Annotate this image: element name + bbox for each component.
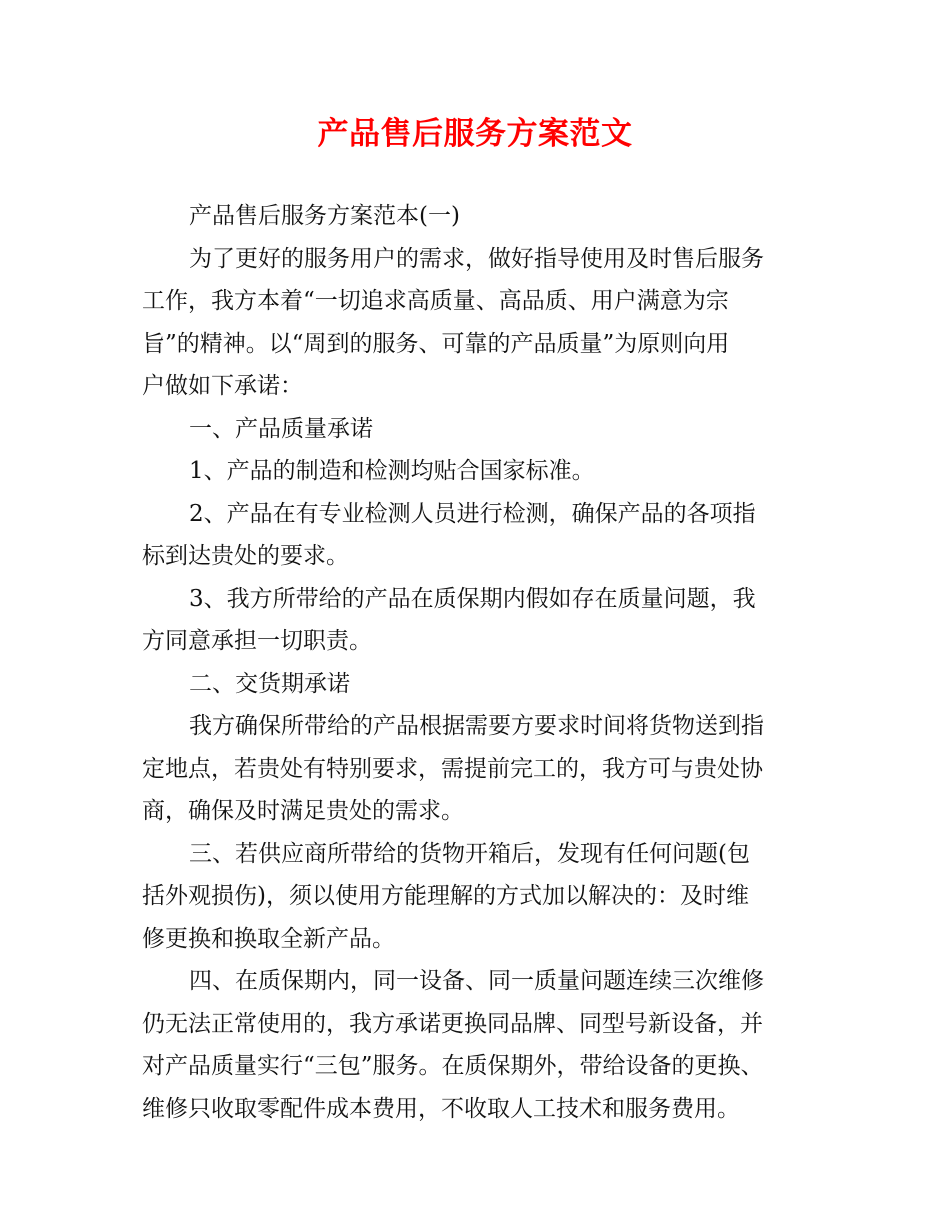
text-line: 四、在质保期内，同一设备、同一质量问题连续三次维修: [189, 968, 764, 994]
text-line: 产品售后服务方案范本(一): [189, 203, 460, 229]
text-line: 2、产品在有专业检测人员进行检测，确保产品的各项指: [189, 500, 756, 527]
text-line: 括外观损伤)，须以使用方能理解的方式加以解决的：及时维: [142, 883, 749, 909]
text-line: 定地点，若贵处有特别要求，需提前完工的，我方可与贵处协: [142, 755, 763, 782]
text-line: 三、若供应商所带给的货物开箱后，发现有任何问题(包: [189, 840, 750, 867]
text-line: 维修只收取零配件成本费用，不收取人工技术和服务费用。: [142, 1095, 740, 1122]
text-line: 我方确保所带给的产品根据需要方要求时间将货物送到指: [189, 713, 764, 739]
text-line: 修更换和换取全新产品。: [142, 925, 395, 952]
text-line: 商，确保及时满足贵处的需求。: [142, 798, 464, 824]
text-line: 标到达贵处的要求。: [142, 543, 349, 569]
document-title: 产品售后服务方案范文: [317, 116, 633, 152]
text-line: 方同意承担一切职责。: [142, 628, 372, 654]
text-line: 二、交货期承诺: [189, 670, 350, 697]
text-line: 3、我方所带给的产品在质保期内假如存在质量问题，我: [189, 585, 756, 612]
text-line: 一、产品质量承诺: [189, 415, 373, 442]
text-line: 仍无法正常使用的，我方承诺更换同品牌、同型号新设备，并: [142, 1010, 763, 1037]
text-line: 户做如下承诺：: [142, 373, 303, 399]
text-line: 对产品质量实行“三包”服务。在质保期外，带给设备的更换、: [142, 1053, 764, 1079]
text-line: 1、产品的制造和检测均贴合国家标准。: [189, 458, 595, 484]
text-line: 为了更好的服务用户的需求，做好指导使用及时售后服务: [189, 245, 764, 272]
text-line: 旨”的精神。以“周到的服务、可靠的产品质量”为原则向用: [142, 330, 730, 357]
document-body: [142, 195, 814, 1130]
text-line: 工作，我方本着“一切追求高质量、高品质、用户满意为宗: [142, 288, 729, 314]
